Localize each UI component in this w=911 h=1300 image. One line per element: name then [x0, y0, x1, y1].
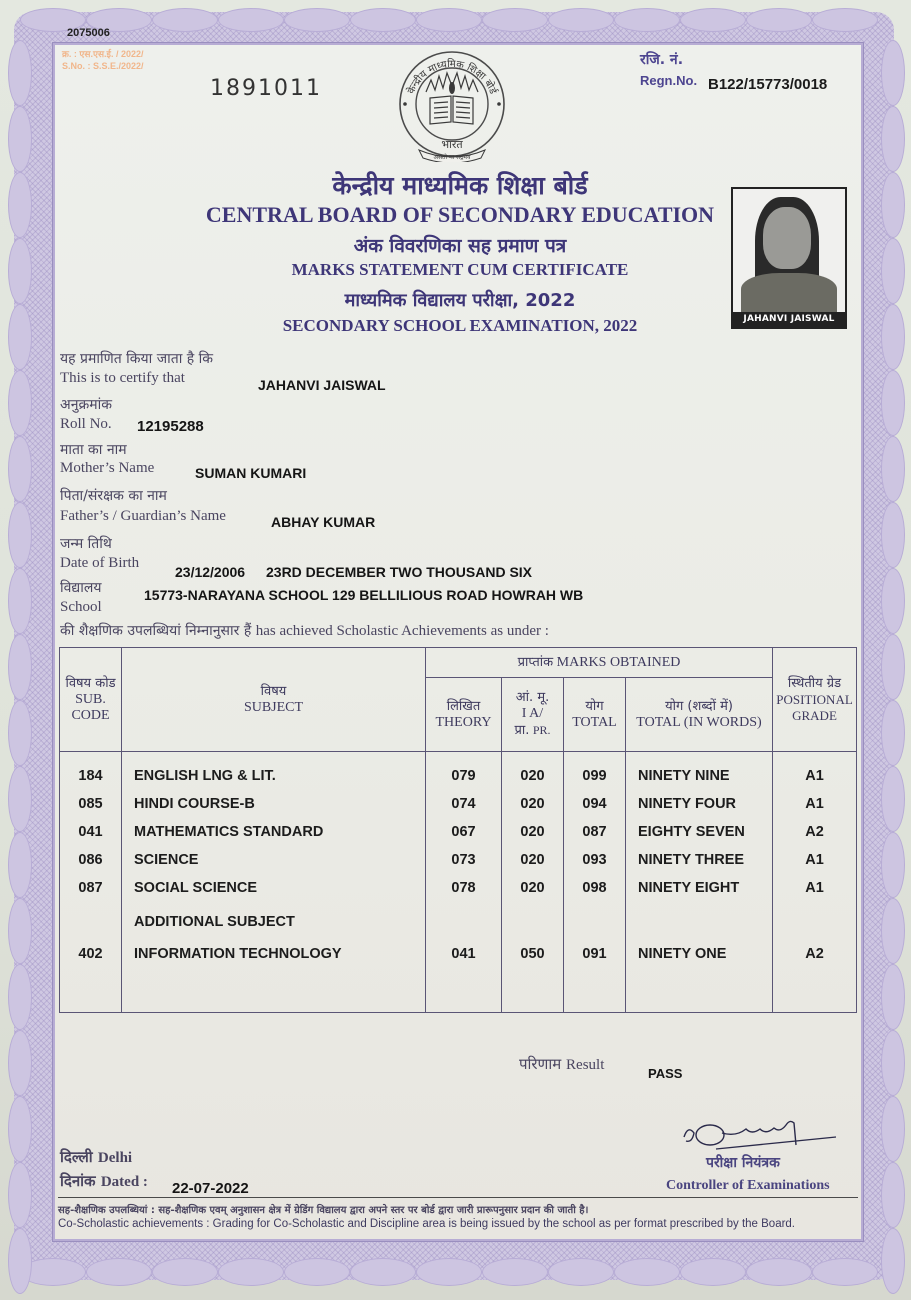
cell-total: 087	[582, 824, 607, 840]
cell-ia: 020	[520, 852, 545, 868]
scallop	[8, 1228, 32, 1294]
scallop	[881, 502, 905, 568]
cell-ia: 050	[520, 946, 545, 962]
scallop	[482, 1258, 548, 1286]
dob-value: 23/12/2006	[175, 564, 246, 580]
exam-name: SECONDARY SCHOOL EXAMINATION, 2022	[282, 316, 638, 335]
header-subject: विषय SUBJECT	[122, 648, 426, 752]
father-name: ABHAY KUMAR	[271, 514, 376, 530]
scallop	[746, 8, 812, 32]
roll-number: 12195288	[137, 418, 204, 435]
cell-grade: A2	[805, 946, 824, 962]
cell-words: NINETY NINE	[638, 768, 730, 784]
header-ia-pr: आं. मू. I A/ प्रा. PR.	[502, 678, 564, 752]
achieved-hindi: की शैक्षणिक उपलब्धियां निम्नानुसार हैं	[60, 623, 252, 639]
cell-grade: A1	[805, 880, 824, 896]
certify-label-hindi: यह प्रमाणित किया जाता है कि	[60, 351, 214, 367]
photo-body	[741, 273, 837, 313]
lamp-flame-icon	[449, 82, 455, 94]
certificate-title-hindi: अंक विवरणिका सह प्रमाण पत्र	[353, 235, 567, 257]
scallop	[284, 8, 350, 32]
cell-total: 094	[582, 796, 607, 812]
controller-title-hindi: परीक्षा नियंत्रक	[706, 1155, 780, 1171]
scallop	[881, 106, 905, 172]
open-book-icon	[430, 96, 473, 124]
additional-subject-label: ADDITIONAL SUBJECT	[134, 914, 295, 930]
scallop	[548, 8, 614, 32]
column-words	[626, 752, 773, 1013]
scallop	[548, 1258, 614, 1286]
result-label: परिणाम Result	[519, 1055, 605, 1073]
cell-ia: 020	[520, 880, 545, 896]
cell-grade: A1	[805, 796, 824, 812]
scallop	[881, 898, 905, 964]
scallop	[152, 8, 218, 32]
column-theory	[426, 752, 502, 1013]
exam-name-hindi: माध्यमिक विद्यालय परीक्षा, 2022	[344, 290, 576, 311]
header-sub-code: विषय कोड SUB. CODE	[60, 648, 122, 752]
scallop	[152, 1258, 218, 1286]
cell-spacer	[564, 908, 625, 936]
scallop	[881, 172, 905, 238]
scallop	[482, 8, 548, 32]
cell-code: 041	[78, 824, 103, 840]
scallop	[881, 1228, 905, 1294]
controller-signature	[676, 1115, 856, 1155]
cell-subject: SCIENCE	[134, 852, 199, 868]
issue-date: 22-07-2022	[172, 1180, 249, 1197]
scallop	[881, 370, 905, 436]
logo-center-text: भारत	[441, 138, 463, 151]
cell-theory: 041	[451, 946, 476, 962]
board-name: CENTRAL BOARD OF SECONDARY EDUCATION	[205, 202, 715, 227]
mother-name: SUMAN KUMARI	[195, 465, 307, 481]
cell-words: NINETY EIGHT	[638, 880, 740, 896]
column-ia	[502, 752, 564, 1013]
cell-spacer	[502, 908, 563, 936]
cell-theory: 073	[451, 852, 476, 868]
school-label: School	[60, 599, 102, 615]
cell-total: 098	[582, 880, 607, 896]
header-grade: स्थितीय ग्रेड POSITIONAL GRADE	[773, 648, 857, 752]
scallop	[614, 1258, 680, 1286]
cell-words: EIGHTY SEVEN	[638, 824, 745, 840]
scallop	[881, 700, 905, 766]
scallop	[881, 766, 905, 832]
achieved-line	[60, 621, 549, 640]
scallop	[8, 370, 32, 436]
achieved-text: has achieved Scholastic Achievements as under :	[255, 623, 549, 639]
scallop	[881, 304, 905, 370]
scallop	[86, 1258, 152, 1286]
scallop	[881, 436, 905, 502]
cell-total: 099	[582, 768, 607, 784]
scallop	[746, 1258, 812, 1286]
mother-label-hindi: माता का नाम	[60, 442, 127, 458]
header-total: योग TOTAL	[564, 678, 626, 752]
cell-spacer	[638, 908, 772, 936]
result-value: PASS	[648, 1066, 683, 1081]
co-scholastic-note-hindi: सह-शैक्षणिक उपलब्धियां : सह-शैक्षणिक एवम् अनुशासन क्षेत्र में ग्रेडिंग विद्यालय द्वारा अपने स्तर पर बोर्ड द्वारा जारी प्रारूपनुसार प्रदान की जाती है।	[58, 1205, 589, 1216]
cell-theory: 074	[451, 796, 476, 812]
scallop	[350, 8, 416, 32]
certify-label: This is to certify that	[60, 370, 185, 386]
scallop	[218, 8, 284, 32]
school-label-hindi: विद्यालय	[60, 580, 102, 596]
cell-total: 091	[582, 946, 607, 962]
cbse-logo	[393, 46, 511, 162]
scallop	[881, 40, 905, 106]
scallop	[8, 1030, 32, 1096]
footer-divider	[58, 1197, 858, 1198]
scallop	[8, 40, 32, 106]
cell-spacer	[773, 908, 856, 936]
scallop	[8, 832, 32, 898]
scallop	[8, 436, 32, 502]
cell-words: NINETY FOUR	[638, 796, 737, 812]
scallop	[8, 238, 32, 304]
scallop	[8, 964, 32, 1030]
cell-words: NINETY ONE	[638, 946, 727, 962]
scallop	[8, 568, 32, 634]
co-scholastic-note: Co-Scholastic achievements : Grading for Co-Scholastic and Discipline area is being issued by the school as per format prescribed by the Board.	[58, 1218, 796, 1230]
cell-ia: 020	[520, 768, 545, 784]
column-code	[60, 752, 122, 1013]
scallop	[812, 8, 878, 32]
scallop	[881, 634, 905, 700]
cell-code: 402	[78, 946, 103, 962]
father-label-hindi: पिता/संरक्षक का नाम	[60, 488, 167, 504]
scallop	[8, 898, 32, 964]
scallop	[8, 634, 32, 700]
cell-spacer	[426, 908, 501, 936]
scallop	[680, 1258, 746, 1286]
cell-theory: 078	[451, 880, 476, 896]
cell-subject: ENGLISH LNG & LIT.	[134, 768, 276, 784]
column-subject	[122, 752, 426, 1013]
scallop	[881, 568, 905, 634]
scallop	[416, 8, 482, 32]
cell-subject: HINDI COURSE-B	[134, 796, 255, 812]
cell-grade: A1	[805, 768, 824, 784]
logo-ring-text: केन्द्रीय माध्यमिक शिक्षा बोर्ड	[405, 58, 499, 96]
orange-stamp-line: क्र. : एस.एस.ई. / 2022/	[62, 49, 144, 59]
cell-spacer	[60, 908, 121, 936]
registration-number: B122/15773/0018	[708, 76, 828, 93]
cell-code: 087	[78, 880, 103, 896]
roll-label-hindi: अनुक्रमांक	[60, 397, 112, 413]
scallop	[881, 964, 905, 1030]
header-marks-obtained: प्राप्तांक MARKS OBTAINED	[426, 648, 773, 678]
column-total	[564, 752, 626, 1013]
scallop	[8, 766, 32, 832]
cell-theory: 067	[451, 824, 476, 840]
scallop	[8, 106, 32, 172]
header-total-words: योग (शब्दों में) TOTAL (IN WORDS)	[626, 678, 773, 752]
scallop	[8, 172, 32, 238]
scallop	[881, 1030, 905, 1096]
scallop	[881, 1162, 905, 1228]
student-name: JAHANVI JAISWAL	[258, 377, 386, 393]
place: दिल्ली Delhi	[60, 1148, 133, 1166]
cell-total: 093	[582, 852, 607, 868]
dob-label: Date of Birth	[60, 555, 140, 571]
cell-grade: A1	[805, 852, 824, 868]
mother-label: Mother’s Name	[60, 460, 155, 476]
controller-title: Controller of Examinations	[666, 1178, 830, 1193]
scallop	[8, 1096, 32, 1162]
dated-label: दिनांक Dated :	[60, 1172, 148, 1190]
table-body-row	[60, 752, 857, 1013]
board-name-hindi: केन्द्रीय माध्यमिक शिक्षा बोर्ड	[332, 171, 588, 200]
header-theory: लिखित THEORY	[426, 678, 502, 752]
scallop	[8, 502, 32, 568]
roll-label: Roll No.	[60, 416, 112, 432]
scallop	[680, 8, 746, 32]
marks-table	[59, 647, 857, 1013]
cell-ia: 020	[520, 796, 545, 812]
scallop	[881, 238, 905, 304]
photo-caption: JAHANVI JAISWAL	[733, 312, 845, 327]
cell-grade: A2	[805, 824, 824, 840]
scallop	[881, 1096, 905, 1162]
column-grade	[773, 752, 857, 1013]
student-photo	[731, 187, 847, 329]
certificate-number: 1891011	[210, 76, 322, 101]
cell-theory: 079	[451, 768, 476, 784]
orange-stamp	[62, 48, 144, 72]
father-label: Father’s / Guardian’s Name	[60, 508, 226, 524]
scallop	[284, 1258, 350, 1286]
scallop	[614, 8, 680, 32]
photo-face	[763, 207, 811, 269]
scallop	[350, 1258, 416, 1286]
cell-subject: INFORMATION TECHNOLOGY	[134, 946, 342, 962]
dob-words: 23RD DECEMBER TWO THOUSAND SIX	[266, 564, 533, 580]
cell-words: NINETY THREE	[638, 852, 745, 868]
school-name: 15773-NARAYANA SCHOOL 129 BELLILIOUS ROAD HOWRAH WB	[144, 587, 584, 603]
scallop	[8, 700, 32, 766]
logo-motto: असतो मा सद्गमय	[433, 154, 471, 161]
cell-ia: 020	[520, 824, 545, 840]
registration-label: Regn.No.	[640, 73, 698, 88]
cell-subject: SOCIAL SCIENCE	[134, 880, 258, 896]
serial-number: 2075006	[67, 27, 110, 39]
certificate-title: MARKS STATEMENT CUM CERTIFICATE	[291, 260, 629, 279]
scallop	[416, 1258, 482, 1286]
scallop	[8, 304, 32, 370]
scallop	[8, 1162, 32, 1228]
cell-code: 085	[78, 796, 103, 812]
cell-code: 184	[78, 768, 103, 784]
dob-label-hindi: जन्म तिथि	[60, 536, 112, 552]
scallop	[812, 1258, 878, 1286]
orange-stamp-line: S.No. : S.S.E./2022/	[62, 61, 144, 71]
registration-label-hindi: रजि. नं.	[640, 52, 684, 68]
scallop	[218, 1258, 284, 1286]
cell-subject: MATHEMATICS STANDARD	[134, 824, 324, 840]
cell-code: 086	[78, 852, 103, 868]
scallop	[881, 832, 905, 898]
